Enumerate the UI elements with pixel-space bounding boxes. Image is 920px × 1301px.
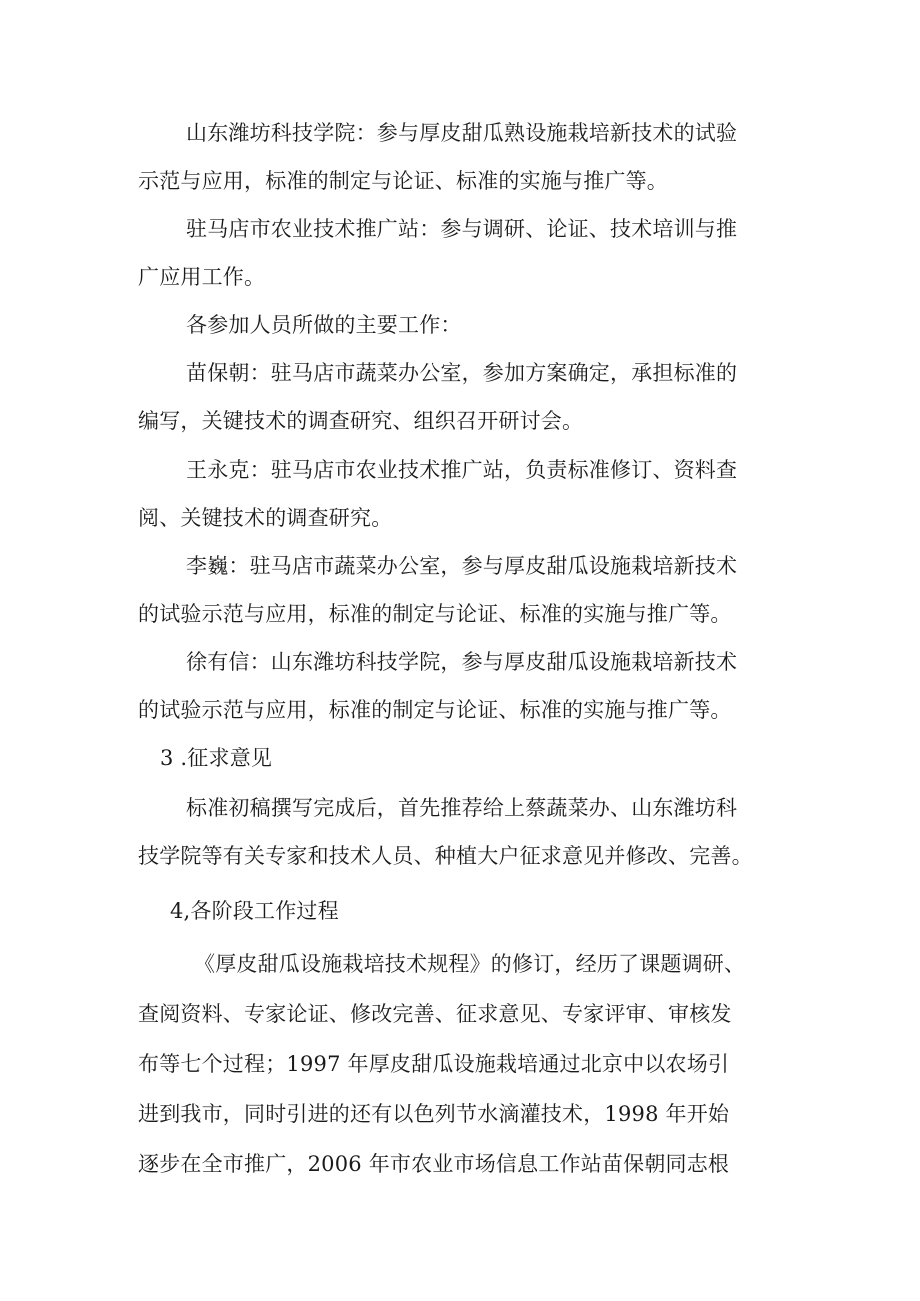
paragraph-line: 进到我市，同时引进的还有以色列节水滴灌技术，1998 年开始 [138,1102,730,1126]
paragraph-line: 的试验示范与应用，标准的制定与论证、标准的实施与推广等。 [138,602,732,626]
paragraph-line: 驻马店市农业技术推广站：参与调研、论证、技术培训与推 [186,217,738,241]
paragraph-line: 各参加人员所做的主要工作： [186,313,462,337]
paragraph-line: 布等七个过程；1997 年厚皮甜瓜设施栽培通过北京中以农场引 [138,1052,730,1076]
paragraph-line: 广应用工作。 [138,265,266,289]
paragraph-line: 阅、关键技术的调查研究。 [138,506,393,530]
paragraph-line: 逐步在全市推广，2006 年市农业市场信息工作站苗保朝同志根 [138,1152,730,1176]
paragraph-line: 标准初稿撰写完成后，首先推荐给上蔡蔬菜办、山东潍坊科 [186,796,738,820]
paragraph-line: 《厚皮甜瓜设施栽培技术规程》的修订，经历了课题调研、 [194,952,746,976]
paragraph-line: 山东潍坊科技学院：参与厚皮甜瓜熟设施栽培新技术的试验 [186,121,738,145]
section-heading: 4,各阶段工作过程 [170,899,339,923]
paragraph-line: 示范与应用，标准的制定与论证、标准的实施与推广等。 [138,169,668,193]
paragraph-line: 苗保朝：驻马店市蔬菜办公室，参加方案确定，承担标准的 [186,361,738,385]
paragraph-line: 王永克：驻马店市农业技术推广站，负责标准修订、资料查 [186,458,738,482]
paragraph-line: 李巍：驻马店市蔬菜办公室，参与厚皮甜瓜设施栽培新技术 [186,554,738,578]
section-heading: 3 .征求意见 [160,746,273,770]
paragraph-line: 技学院等有关专家和技术人员、种植大户征求意见并修改、完善。 [138,844,753,868]
paragraph-line: 的试验示范与应用，标准的制定与论证、标准的实施与推广等。 [138,698,732,722]
paragraph-line: 徐有信：山东潍坊科技学院，参与厚皮甜瓜设施栽培新技术 [186,650,738,674]
paragraph-line: 查阅资料、专家论证、修改完善、征求意见、专家评审、审核发 [138,1002,732,1026]
paragraph-line: 编写，关键技术的调查研究、组织召开研讨会。 [138,409,584,433]
